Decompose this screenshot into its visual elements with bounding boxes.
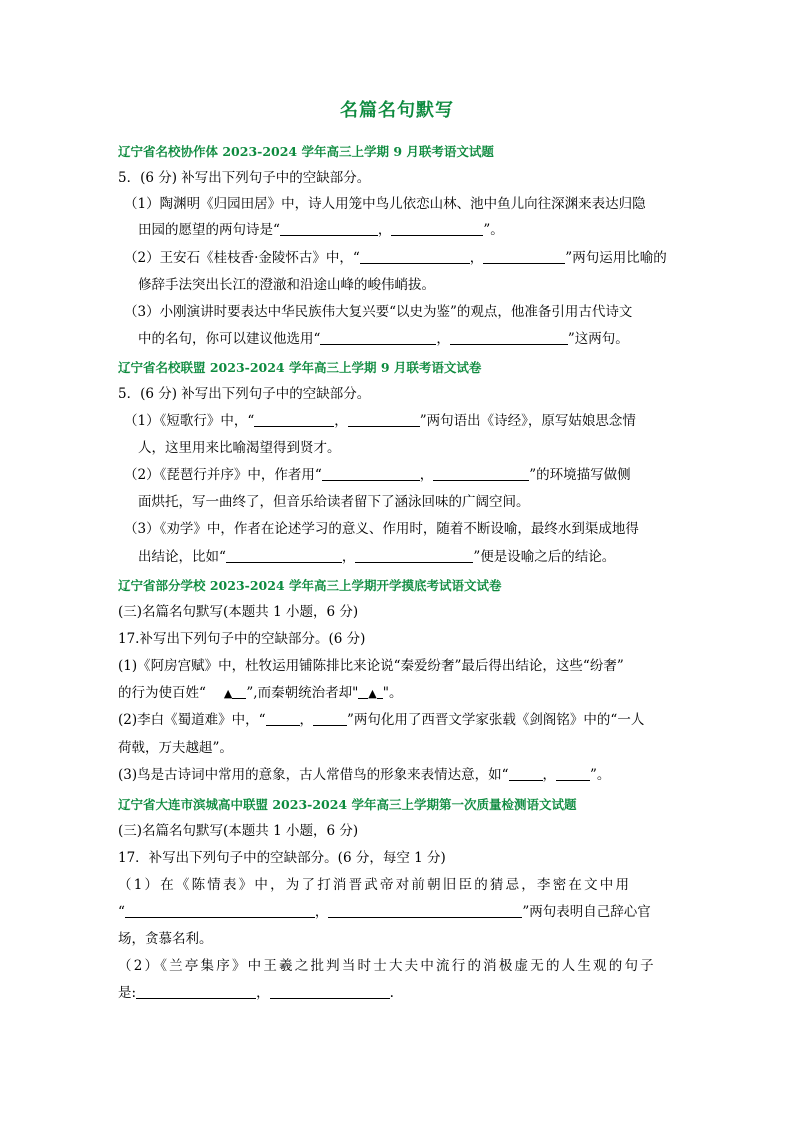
item-text: （2）王安石《桂枝香·金陵怀古》中，“ [124, 250, 360, 266]
item-text: ”这两句。 [567, 331, 629, 347]
question-item [124, 466, 631, 484]
item-text: ， [469, 250, 484, 266]
item-text: （2）《琵琶行并序》中，作者用“ [124, 467, 322, 483]
answer-blank[interactable] [254, 412, 334, 427]
answer-blank[interactable] [358, 684, 368, 699]
answer-blank[interactable] [450, 330, 568, 345]
answer-blank[interactable] [328, 903, 522, 918]
item-text: (3)鸟是古诗词中常用的意象，古人常借鸟的形象来表情达意，如“ [118, 767, 509, 783]
question-item: 场，贪慕名利。 [118, 931, 213, 947]
question-item: （3）小刚演讲时要表达中华民族伟大复兴要“以史为鉴”的观点，他准备引用古代诗文 [124, 304, 633, 320]
answer-blank[interactable] [313, 711, 347, 726]
item-text: 田园的愿望的两句诗是“ [138, 222, 280, 238]
triangle-marker-icon: ▲ [368, 687, 377, 700]
question-header: 5．(6 分) 补写出下列句子中的空缺部分。 [118, 170, 371, 186]
answer-blank[interactable] [226, 548, 342, 563]
question-item: 荷戟，万夫越趄”。 [118, 740, 233, 756]
answer-blank[interactable] [360, 249, 470, 264]
answer-blank[interactable] [348, 412, 420, 427]
question-item: （1）在《陈情表》中，为了打消晋武帝对前朝旧臣的猜忌，李密在文中用 [118, 877, 632, 893]
section-heading: (三)名篇名句默写(本题共 1 小题，6 分) [118, 604, 359, 620]
question-item [124, 412, 636, 430]
section-source-3: 辽宁省部分学校 2023-2024 学年高三上学期开学摸底考试语文试卷 [118, 578, 502, 593]
item-text: ， [436, 331, 450, 347]
item-text: 是: [118, 985, 137, 1001]
section-source-1: 辽宁省名校协作体 2023-2024 学年高三上学期 9 月联考语文试题 [118, 144, 494, 159]
question-header: 17.补写出下列句子中的空缺部分。(6 分) [118, 631, 366, 647]
question-item [118, 766, 610, 784]
item-text: "。 [382, 685, 403, 701]
question-item [138, 221, 504, 239]
answer-blank[interactable] [232, 684, 246, 699]
item-text: ， [542, 767, 557, 783]
question-item: 面烘托，写一曲终了，但音乐给读者留下了涵泳回味的广阔空间。 [138, 494, 530, 510]
item-text: ， [341, 549, 356, 565]
question-header: 5．(6 分) 补写出下列句子中的空缺部分。 [118, 386, 371, 402]
answer-blank[interactable] [556, 766, 590, 781]
question-item: （2）《兰亭集序》中王羲之批判当时士大夫中流行的消极虚无的人生观的句子 [118, 958, 656, 974]
triangle-marker-icon: ▲ [223, 687, 233, 700]
answer-blank[interactable] [320, 330, 436, 345]
item-text: ”两句语出《诗经》，原写姑娘思念情 [419, 413, 636, 429]
question-item: (1)《阿房宫赋》中，杜牧运用铺陈排比来论说“秦爱纷奢”最后得出结论，这些“纷奢” [118, 658, 624, 674]
item-text: ， [256, 985, 270, 1001]
section-source-2: 辽宁省名校联盟 2023-2024 学年高三上学期 9 月联考语文试卷 [118, 360, 482, 375]
answer-blank[interactable] [433, 466, 529, 481]
item-text: ， [377, 222, 392, 238]
item-text: 中的名句，你可以建议他选用“ [138, 331, 321, 347]
question-header: 17．补写出下列句子中的空缺部分。(6 分，每空 1 分) [118, 850, 446, 866]
answer-blank[interactable] [322, 466, 420, 481]
item-text: ”便是设喻之后的结论。 [473, 549, 616, 565]
item-text: (2)李白《蜀道难》中，“ [118, 712, 266, 728]
answer-blank[interactable] [355, 548, 473, 563]
answer-blank[interactable] [280, 221, 378, 236]
question-item: （1）陶渊明《归园田居》中，诗人用笼中鸟儿依恋山林、池中鱼儿向往深渊来表达归隐 [124, 196, 646, 212]
question-item [138, 548, 615, 566]
item-text: ”两句运用比喻的 [565, 250, 667, 266]
item-text: ”两句表明自己辞心官 [522, 904, 651, 920]
answer-blank[interactable] [483, 249, 565, 264]
question-item [124, 249, 667, 267]
question-item: 修辞手法突出长江的澄澈和沿途山峰的峻伟峭拔。 [138, 277, 435, 293]
question-item [118, 903, 651, 921]
question-item: （3）《劝学》中，作者在论述学习的意义、作用时，随着不断设喻，最终水到渠成地得 [124, 521, 639, 537]
question-item [118, 984, 394, 1002]
answer-blank[interactable] [136, 984, 256, 999]
answer-blank[interactable] [266, 711, 300, 726]
item-text: ”的环境描写做侧 [529, 467, 631, 483]
answer-blank[interactable] [125, 903, 315, 918]
item-text: ”。 [590, 767, 611, 783]
item-text: ， [299, 712, 314, 728]
item-text: ”。 [483, 222, 504, 238]
question-item: 人，这里用来比喻渴望得到贤才。 [138, 440, 341, 456]
item-text: ， [419, 467, 434, 483]
question-item [138, 330, 629, 348]
question-item [118, 711, 644, 729]
question-item [118, 684, 402, 703]
item-text: . [389, 985, 394, 1001]
answer-blank[interactable] [509, 766, 543, 781]
item-text: “ [118, 904, 125, 920]
item-text: （1）《短歌行》中，“ [124, 413, 255, 429]
item-text: ”两句化用了西晋文学家张载《剑阁铭》中的“一人 [347, 712, 645, 728]
answer-blank[interactable] [391, 221, 483, 236]
item-text: ， [314, 904, 329, 920]
page-title: 名篇名句默写 [340, 100, 454, 121]
answer-blank[interactable] [270, 984, 390, 999]
item-text: ”,而秦朝统治者却" [246, 685, 359, 701]
item-text: 出结论，比如“ [138, 549, 226, 565]
section-heading: (三)名篇名句默写(本题共 1 小题，6 分) [118, 823, 359, 839]
item-text: ， [334, 413, 348, 429]
item-text: 的行为使百姓“ [118, 685, 206, 701]
section-source-4: 辽宁省大连市滨城高中联盟 2023-2024 学年高三上学期第一次质量检测语文试题 [118, 797, 577, 812]
